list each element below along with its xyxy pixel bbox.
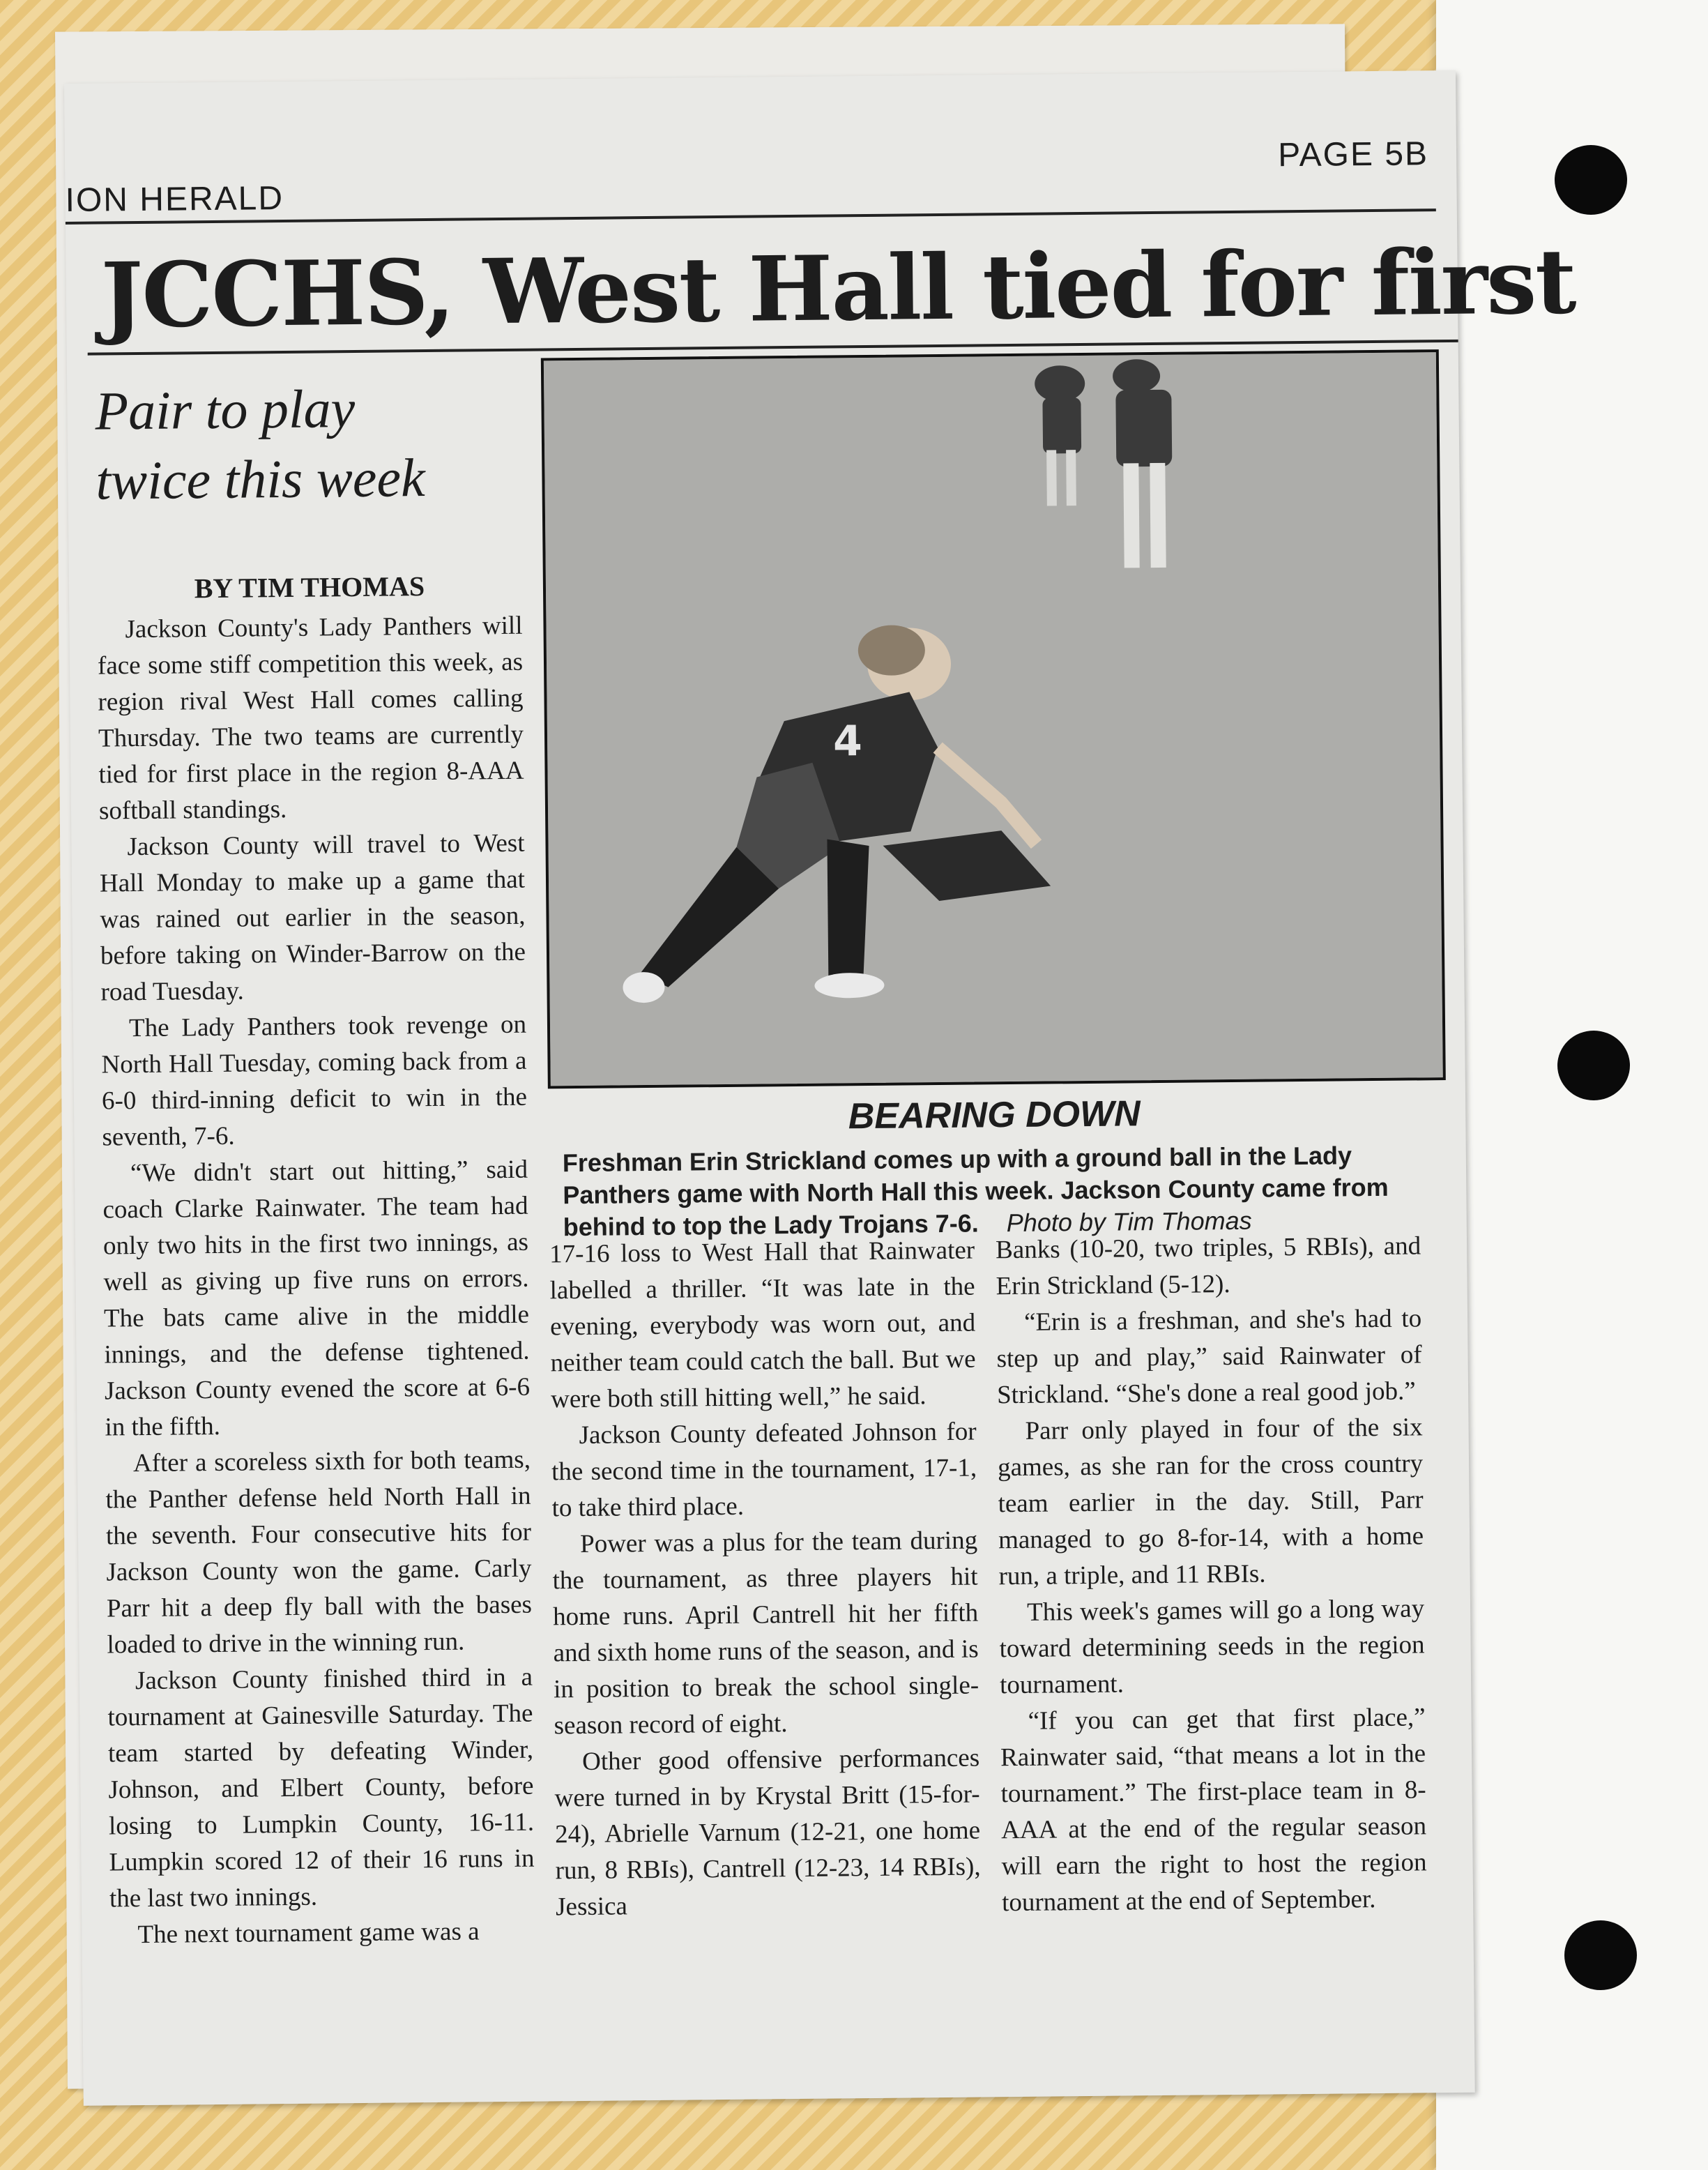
article-paragraph: Jackson County defeated Johnson for the second time in the tournament, 17-1, to take third place. bbox=[551, 1417, 977, 1523]
photo-credit: Photo by Tim Thomas bbox=[1006, 1206, 1252, 1238]
byline: BY TIM THOMAS bbox=[194, 570, 425, 605]
binder-hole-icon bbox=[1557, 1031, 1630, 1100]
article-paragraph: “If you can get that first place,” Rainwater said, “that means a lot in the tournament.” The first-place team in 8-AAA at the end of the regular season will earn the right to host the region tournament at the end of September. bbox=[1000, 1703, 1427, 1918]
article-paragraph: “Erin is a freshman, and she's had to step up and play,” said Rainwater of Strickland. “She's done a real good job.” bbox=[996, 1304, 1422, 1410]
article-column-3 bbox=[996, 1228, 1427, 1921]
softball-player-image bbox=[544, 352, 1443, 1086]
subheadline bbox=[95, 372, 556, 515]
article-paragraph: This week's games will go a long way toward determining seeds in the region tournament. bbox=[999, 1594, 1425, 1700]
article-paragraph: Parr only played in four of the six games, as she ran for the cross country team earlier in the day. Still, Parr managed to go 8-for-14, with a home run, a triple, and 11 RBIs. bbox=[997, 1413, 1424, 1591]
headline: JCCHS, West Hall tied for first bbox=[100, 229, 1576, 349]
article-paragraph: The next tournament game was a bbox=[137, 1917, 480, 1950]
article-paragraph: Jackson County finished third in a tournament at Gainesville Saturday. The team started by defeating Winder, Johnson, and Elbert County, before losing to Lumpkin County, 16-11. Lumpkin scored 12 of their 16 runs in the last two innings. bbox=[107, 1662, 535, 1913]
newspaper-clipping bbox=[64, 70, 1576, 2106]
photo-caption-title: BEARING DOWN bbox=[848, 1093, 1141, 1137]
caption-text: Freshman Erin Strickland comes up with a ground ball in the Lady Panthers game with North Hall this week. Jackson County came from behind to top the Lady Trojans 7-6. bbox=[562, 1141, 1389, 1242]
page-number: PAGE 5B bbox=[1277, 135, 1429, 174]
article-paragraph: Jackson County's Lady Panthers will face some stiff competition this week, as region rival West Hall comes calling Thursday. The two teams are currently tied for first place in the region 8-AAA softball standings. bbox=[97, 611, 524, 826]
article-paragraph: After a scoreless sixth for both teams, the Panther defense held North Hall in the seventh. Four consecutive hits for Jackson County won the game. Carly Parr hit a deep fly ball with the bases loaded to drive in the winning run. bbox=[105, 1445, 533, 1660]
photo-caption bbox=[563, 1139, 1435, 1243]
article-column-2 bbox=[549, 1233, 981, 1926]
softball-photo bbox=[541, 349, 1446, 1088]
article-paragraph: The Lady Panthers took revenge on North Hall Tuesday, coming back from a 6-0 third-inning deficit to win in the seventh, 7-6. bbox=[101, 1010, 528, 1152]
article-paragraph: Banks (10-20, two triples, 5 RBIs), and Erin Strickland (5-12). bbox=[995, 1231, 1421, 1301]
article-paragraph: Power was a plus for the team during the tournament, as three players hit home runs. April Cantrell hit her fifth and sixth home runs of the season, and is in position to break the school single-season record of eight. bbox=[552, 1526, 979, 1740]
subheadline-line: twice this week bbox=[96, 447, 426, 511]
jersey-number: 4 bbox=[832, 717, 863, 766]
article-paragraph: 17-16 loss to West Hall that Rainwater labelled a thriller. “It was late in the evening, everybody was worn out, and neither team could catch the ball. But we were both still hitting well,” he said. bbox=[549, 1236, 976, 1414]
masthead: ION HERALD bbox=[65, 179, 284, 219]
article-column-1 bbox=[97, 568, 535, 1954]
binder-hole-icon bbox=[1555, 145, 1627, 215]
article-paragraph: “We didn't start out hitting,” said coach Clarke Rainwater. The team had only two hits in the first two innings, as well as giving up five runs on errors. The bats came alive in the middle innings, and the defense tightened. Jackson County evened the score at 6-6 in the fifth. bbox=[102, 1155, 531, 1442]
article-paragraph: Other good offensive performances were turned in by Krystal Britt (15-for-24), Abrielle Varnum (12-21, one home run, 8 RBIs), Cantrell (12-23, 14 RBIs), Jessica bbox=[554, 1743, 981, 1922]
binder-hole-icon bbox=[1564, 1920, 1637, 1990]
subheadline-line: Pair to play bbox=[95, 378, 356, 441]
article-paragraph: Jackson County will travel to West Hall Monday to make up a game that was rained out earlier in the season, before taking on Winder-Barrow on the road Tuesday. bbox=[99, 828, 526, 1007]
